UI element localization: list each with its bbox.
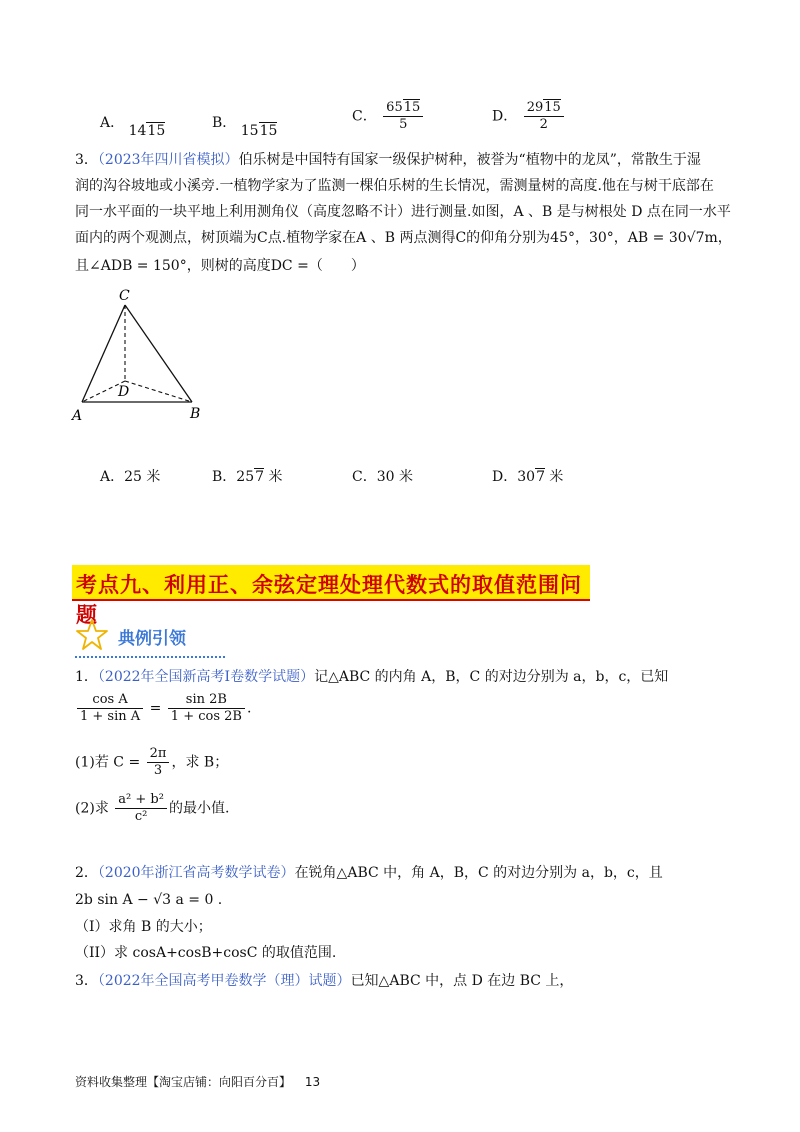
- label-b: B: [190, 406, 201, 422]
- q3-line-5: 且∠ADB = 150°，则树的高度DC =（ ）: [75, 258, 365, 274]
- ex2-part-1: （I）求角 B 的大小；: [75, 919, 212, 935]
- prev-option-c: C． $\frac{6515}{5}$: [352, 100, 425, 133]
- ex1-part-1: (1)若 C = $\frac{2\pi}{3}$ ，求 B；: [75, 746, 229, 778]
- section-heading-text: 考点九、利用正、余弦定理处理代数式的取值范围问题: [76, 573, 582, 627]
- page-footer: [75, 1073, 320, 1090]
- prev-option-a: A． 1415: [100, 115, 166, 139]
- q3-line-3: 同一水平面的一块平地上利用测角仪（高度忽略不计）进行测量.如图，A 、B 是与树根处 D 点在同一水平: [75, 204, 731, 220]
- ex2-line-1: 2．（2020年浙江省高考数学试卷）在锐角△ABC 中，角 A，B，C 的对边分别为 a，b，c，且: [75, 865, 663, 881]
- tree-height-figure: [70, 285, 220, 425]
- prev-option-b: B． 1515: [212, 115, 278, 139]
- label-c: C: [119, 288, 130, 304]
- ex2-part-2: （II）求 cosA+cosB+cosC 的取值范围.: [75, 945, 337, 961]
- ex1-part-2: (2)求 $\frac{\text{a² + b²}}{\text{c²}}$ 的最小值.: [75, 792, 230, 824]
- edge-db: [125, 381, 192, 402]
- q3-option-a: A．25 米: [100, 469, 161, 485]
- footer-text: 资料收集整理【淘宝店铺：向阳百分百】: [75, 1075, 292, 1089]
- q3-option-b: B．257 米: [212, 469, 283, 485]
- label-d: D: [118, 384, 130, 400]
- q3-line-4: 面内的两个观测点，树顶端为C点.植物学家在A 、B 两点测得C的仰角分别为45°，30°，AB = 30√7m，: [75, 230, 732, 246]
- ex1-line-1: 1．（2022年全国新高考Ⅰ卷数学试题）记△ABC 的内角 A，B，C 的对边分别为 a，b，c，已知: [75, 669, 669, 685]
- q3-line-2: 润的沟谷坡地或小溪旁.一植物学家为了监测一棵伯乐树的生长情况，需测量树的高度.他在与树干底部在: [75, 178, 714, 194]
- q3-option-d: D．307 米: [492, 469, 564, 485]
- edge-cb: [125, 305, 192, 402]
- example-underline: [75, 656, 225, 658]
- ex3-line-1: 3．（2022年全国高考甲卷数学（理）试题）已知△ABC 中，点 D 在边 BC 上，: [75, 973, 574, 989]
- star-outline-icon: [75, 618, 109, 652]
- q3-line-1: 3．（2023年四川省模拟）伯乐树是中国特有国家一级保护树种，被誉为“植物中的龙凤”，常散生于湿: [75, 152, 701, 168]
- label-a: A: [72, 408, 83, 424]
- q3-option-c: C．30 米: [352, 469, 413, 485]
- page-number: 13: [304, 1075, 321, 1089]
- prev-option-d: D． $\frac{2915}{2}$: [492, 100, 566, 133]
- example-title: 典例引领: [118, 629, 186, 649]
- ex2-equation: 2b sin A − √3 a = 0 .: [75, 892, 223, 908]
- section-heading: [72, 565, 590, 627]
- ex1-equation: $\frac{\text{cos A}}{\text{1 + sin A}}$ = $\frac{\sin 2B}{1 + \cos 2B}$ .: [75, 692, 251, 725]
